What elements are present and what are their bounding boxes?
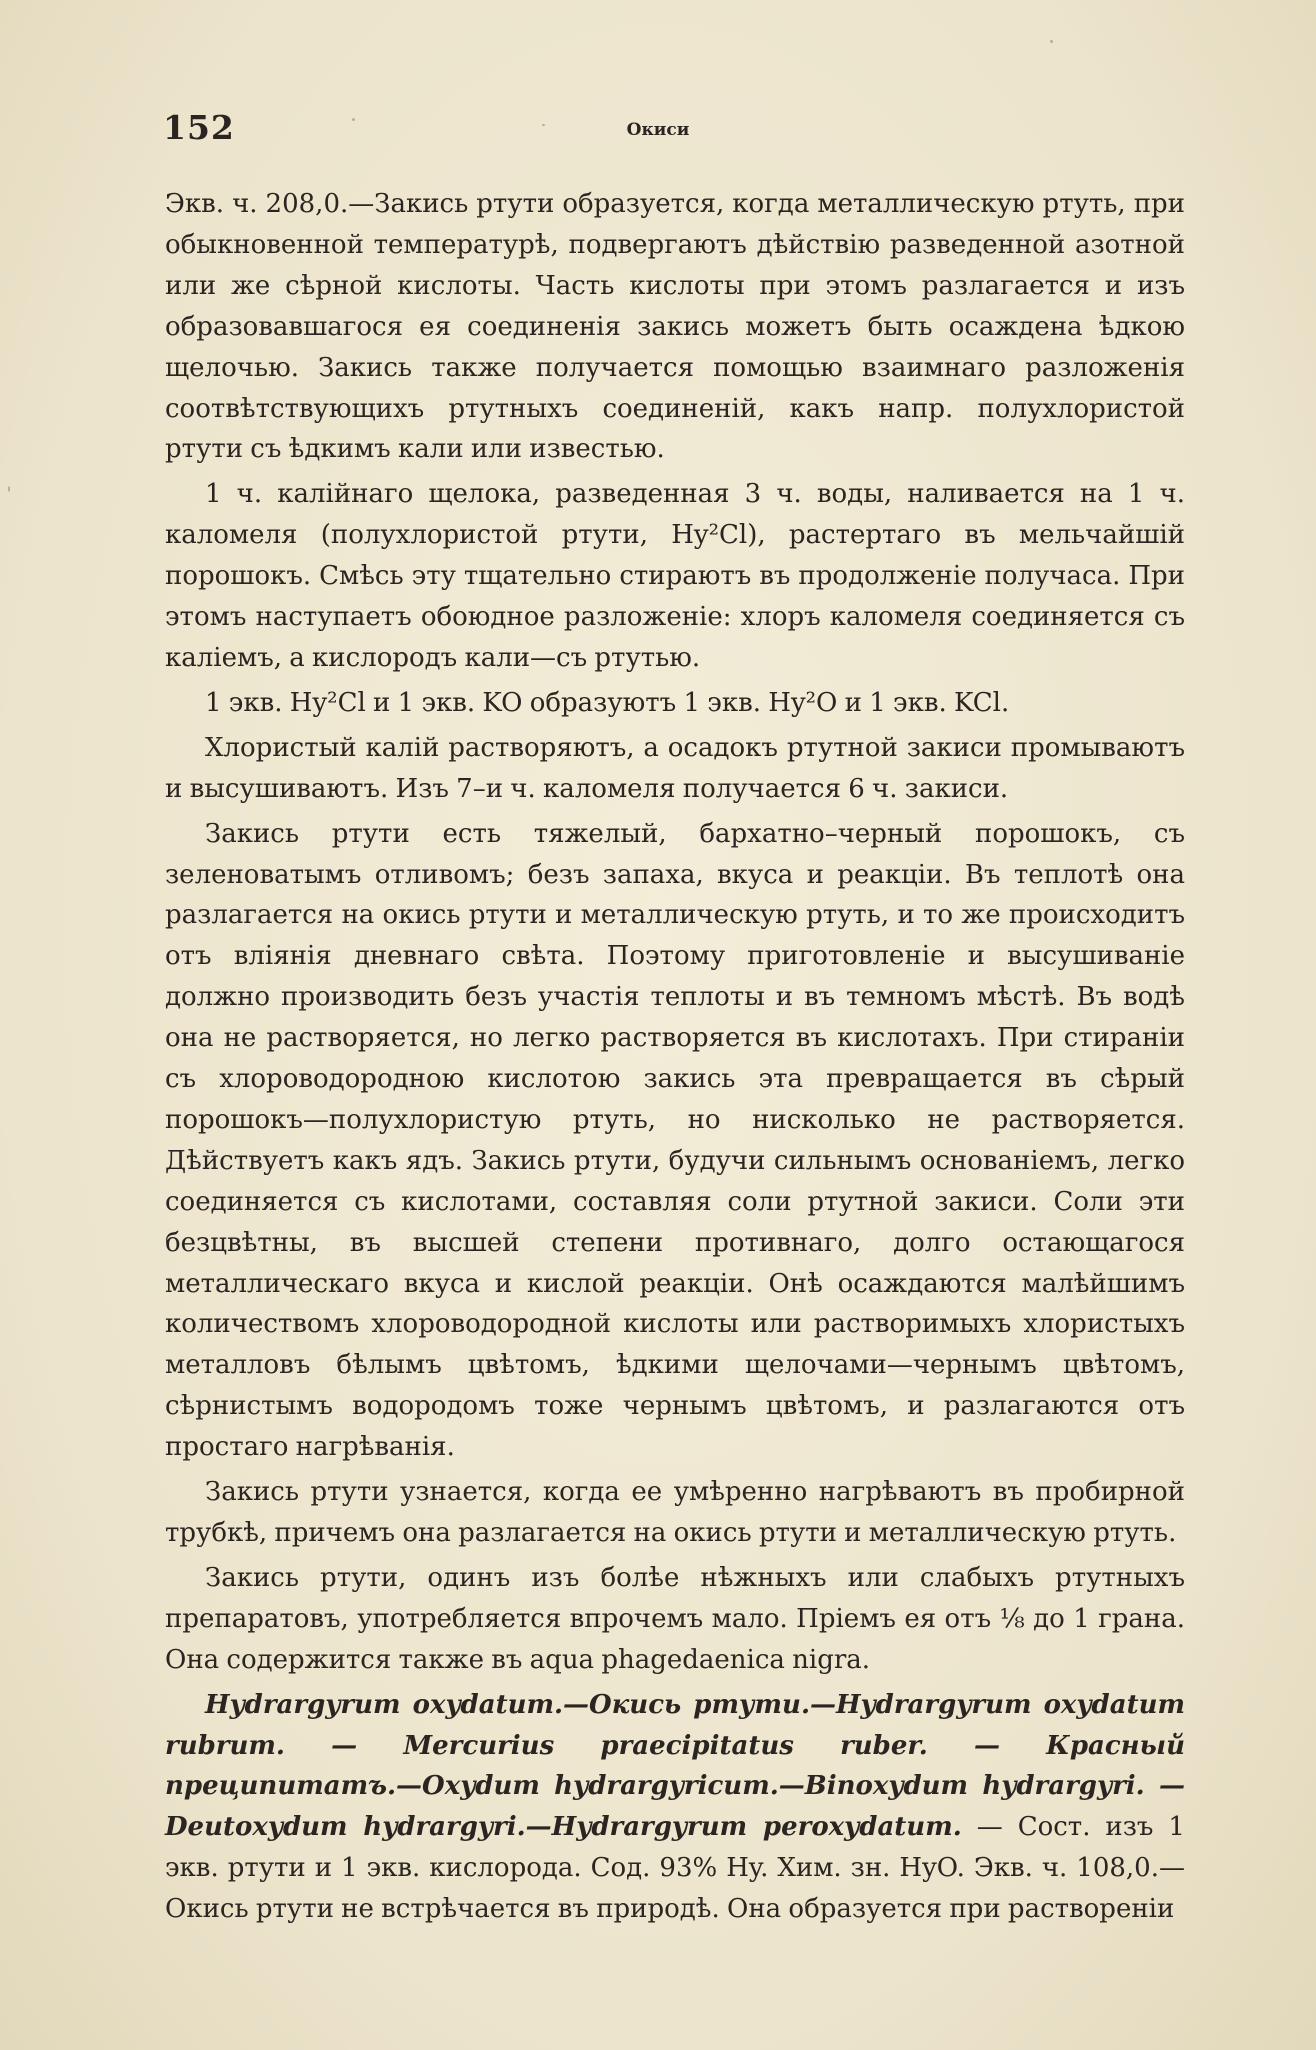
paper-speck — [8, 486, 10, 492]
paragraph-5: Закись ртути узнается, когда ее умѣренно нагрѣваютъ въ пробирной трубкѣ, причемъ она разлагается на окись ртути и металлическую ртуть. — [165, 1477, 1185, 1548]
oxide-paragraph — [165, 1685, 1185, 1930]
paper-speck — [1050, 40, 1053, 43]
paper-speck — [542, 124, 545, 126]
paragraph-6: Закись ртути, одинъ изъ болѣе нѣжныхъ или слабыхъ ртутныхъ препаратовъ, употребляется впрочемъ мало. Пріемъ ея отъ ⅛ до 1 грана. Она содержится также въ aqua phagedaenica nigra. — [165, 1562, 1185, 1675]
running-head: Окиси — [626, 120, 690, 140]
paragraph-4: Закись ртути есть тяжелый, бархатно–черный порошокъ, съ зеленоватымъ отливомъ; безъ запаха, вкуса и реакціи. Въ теплотѣ она разлагается на окись ртути и металлическую ртуть, и то же происходитъ отъ вліянія дневнаго свѣта. Поэтому приготовленіе и высушиваніе должно производить безъ участія теплоты и въ темномъ мѣстѣ. Въ водѣ она не растворяется, но легко растворяется въ кислотахъ. При стираніи съ хлороводородною кислотою закись эта превращается въ сѣрый порошокъ—полухлористую ртуть, но нисколько не растворяется. Дѣйствуетъ какъ ядъ. Закись ртути, будучи сильнымъ основаніемъ, легко соединяется съ кислотами, составляя соли ртутной закиси. Соли эти безцвѣтны, въ высшей степени противнаго, долго остающагося металлическаго вкуса и кислой реакціи. Онѣ осаждаются малѣйшимъ количествомъ хлороводородной кислоты или растворимыхъ хлористыхъ металловъ бѣлымъ цвѣтомъ, ѣдкими щелочами—чернымъ цвѣтомъ, сѣрнистымъ водородомъ тоже чернымъ цвѣтомъ, и разлагаются отъ простаго нагрѣванія. — [165, 818, 1185, 1463]
oxide-description: — Сост. изъ 1 экв. ртути и 1 экв. кислорода. Сод. 93% Hy. Хим. зн. HyO. Экв. ч. 108,0.—Окись ртути не встрѣчается въ природѣ. Она образуется при раствореніи — [165, 1812, 1185, 1925]
paper-speck — [352, 118, 355, 121]
reaction-formula: 1 экв. Hy²Cl и 1 экв. KO образуютъ 1 экв. Hy²O и 1 экв. KCl. — [205, 687, 1010, 718]
oxide-names: Hydrargyrum oxydatum.—Окись ртути.—Hydrargyrum oxydatum rubrum. — Mercurius praecipitatus ruber. — Красный преципитатъ.—Oxydum hydrargyricum.—Binoxydum hydrargyri. — Deutoxydum hydrargyri.—Hydrargyrum peroxydatum. — [165, 1689, 1185, 1843]
paragraph-3: Хлористый калій растворяютъ, а осадокъ ртутной закиси промываютъ и высушиваютъ. Изъ 7–и ч. каломеля получается 6 ч. закиси. — [165, 732, 1185, 804]
paragraph-2: 1 ч. калійнаго щелока, разведенная 3 ч. воды, наливается на 1 ч. каломеля (полухлористой ртути, Hy²Cl), растертаго въ мельчайшій порошокъ. Смѣсь эту тщательно стираютъ въ продолженіе получаса. При этомъ наступаетъ обоюдное разложеніе: хлоръ каломеля соединяется съ каліемъ, а кислородъ кали—съ ртутью. — [165, 479, 1185, 673]
page-number: 152 — [163, 108, 235, 147]
body-text — [165, 184, 1185, 1930]
paragraph-1: Экв. ч. 208,0.—Закись ртути образуется, когда металлическую ртуть, при обыкновенной температурѣ, подвергаютъ дѣйствію разведенной азотной или же сѣрной кислоты. Часть кислоты при этомъ разлагается и изъ образовавшагося ея соединенія закись можетъ быть осаждена ѣдкою щелочью. Закись также получается помощью взаимнаго разложенія соотвѣтствующихъ ртутныхъ соединеній, какъ напр. полухлористой ртути съ ѣдкимъ кали или известью. — [165, 189, 1185, 465]
